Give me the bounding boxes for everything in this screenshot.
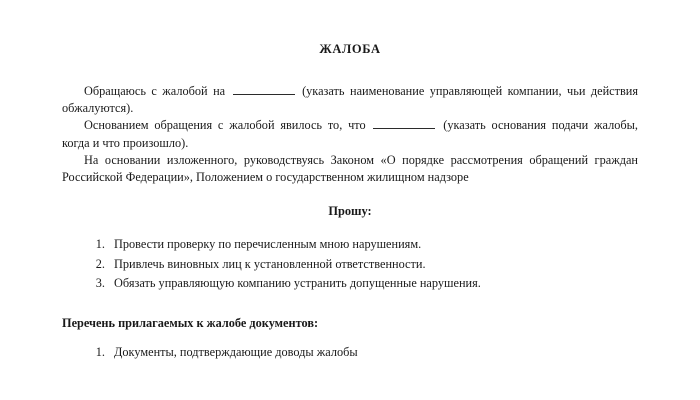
fill-in-blank [233, 84, 295, 95]
paragraph-intro-text-1: Обращаюсь с жалобой на [84, 84, 226, 98]
request-list [62, 235, 638, 294]
page-title: ЖАЛОБА [319, 42, 381, 56]
page-bottom-fade [0, 384, 700, 400]
paragraph-intro [62, 83, 638, 117]
list-item: 1. Документы, подтверждающие доводы жалобы [108, 343, 638, 363]
attachments-heading: Перечень прилагаемых к жалобе документов: [62, 315, 319, 330]
list-item: 1. Провести проверку по перечисленным мною нарушениям. [108, 235, 638, 255]
paragraph-intro-text-2: (указать наименование управляющей компании, чьи действия обжалуются). [62, 84, 639, 116]
request-heading: Прошу: [328, 204, 372, 219]
paragraph-legal-basis [62, 152, 638, 186]
paragraph-legal-basis-text: На основании изложенного, руководствуясь Законом «О порядке рассмотрения обращений граждан Российской Федерации», Положением о государственном жилищном надзоре [62, 152, 638, 185]
paragraph-grounds-text-2: (указать основания подачи жалобы, когда и что произошло). [62, 118, 638, 150]
list-item: 3. Обязать управляющую компанию устранить допущенные нарушения. [108, 274, 638, 294]
paragraph-grounds-text-1: Основанием обращения с жалобой явилось то, что [84, 118, 366, 133]
list-item: 2. Привлечь виновных лиц к установленной ответственности. [108, 255, 638, 275]
paragraph-grounds [62, 117, 638, 151]
fill-in-blank [373, 118, 435, 129]
attachments-list [62, 343, 638, 363]
